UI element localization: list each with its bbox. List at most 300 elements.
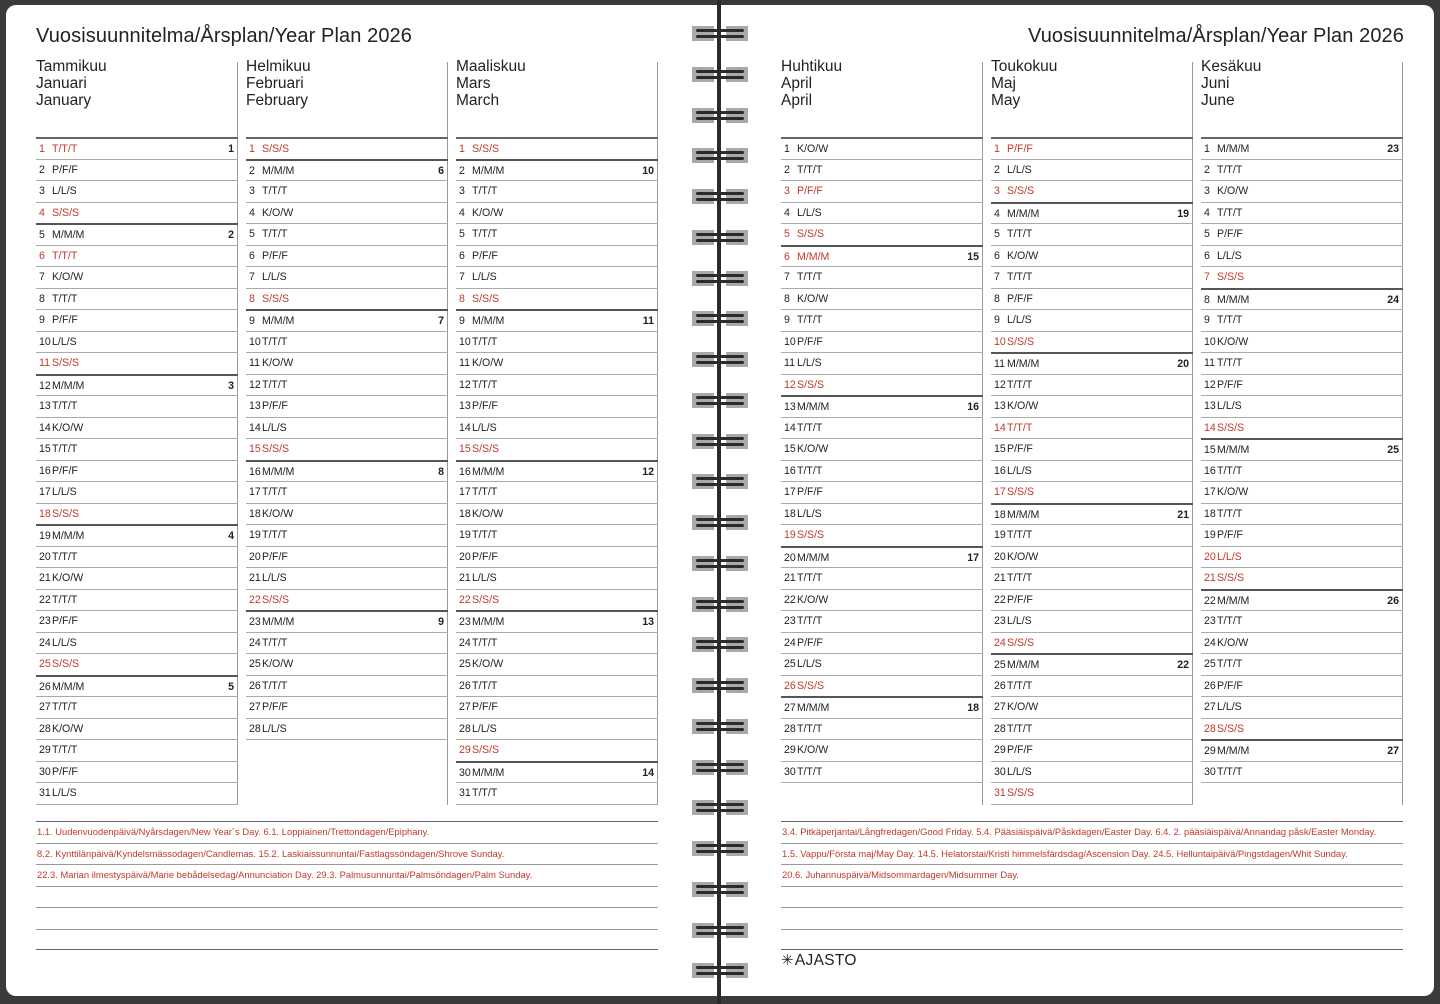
- weekday-label: M/M/M: [797, 551, 830, 564]
- weekday-label: T/T/T: [262, 679, 288, 692]
- weekday-label: L/L/S: [262, 421, 287, 434]
- day-row[interactable]: [781, 309, 983, 331]
- binding-ring: [692, 230, 748, 245]
- day-row[interactable]: [991, 782, 1193, 804]
- day-row[interactable]: [246, 309, 448, 331]
- weekday-label: S/S/S: [1007, 335, 1035, 348]
- day-row[interactable]: [36, 696, 238, 718]
- note-line[interactable]: [36, 929, 658, 951]
- weekday-label: T/T/T: [52, 744, 78, 756]
- day-number: 20: [39, 550, 51, 563]
- day-row[interactable]: [991, 180, 1193, 202]
- day-row[interactable]: [246, 245, 448, 267]
- day-row[interactable]: [36, 653, 238, 675]
- day-row[interactable]: [456, 524, 658, 546]
- weekday-label: K/O/W: [262, 357, 294, 369]
- weekday-label: K/O/W: [52, 421, 84, 434]
- note-line[interactable]: 1.1. Uudenvuodenpäivä/Nyårsdagen/New Year´s Day. 6.1. Loppiainen/Trettondagen/Epiphany.: [36, 821, 658, 843]
- weekday-label: M/M/M: [1217, 594, 1250, 607]
- day-row[interactable]: [781, 159, 983, 181]
- day-row[interactable]: [991, 137, 1193, 159]
- day-row[interactable]: [991, 675, 1193, 697]
- day-row[interactable]: [1201, 223, 1403, 245]
- day-row[interactable]: [781, 417, 983, 439]
- weekday-label: M/M/M: [1007, 358, 1040, 370]
- brand-name: AJASTO: [794, 952, 857, 969]
- day-row[interactable]: [991, 395, 1193, 417]
- weekday-label: S/S/S: [52, 357, 80, 369]
- day-row[interactable]: [246, 438, 448, 460]
- weekday-label: T/T/T: [52, 249, 78, 262]
- day-row[interactable]: [36, 739, 238, 761]
- day-row[interactable]: [36, 266, 238, 288]
- month-column: [246, 58, 448, 735]
- day-row[interactable]: [246, 589, 448, 611]
- day-row[interactable]: [1201, 245, 1403, 267]
- day-row[interactable]: [781, 137, 983, 159]
- day-row[interactable]: [246, 481, 448, 503]
- day-row[interactable]: [36, 503, 238, 525]
- day-row[interactable]: [1201, 395, 1403, 417]
- note-line[interactable]: [781, 929, 1403, 951]
- day-number: 14: [249, 421, 261, 434]
- day-row[interactable]: [991, 718, 1193, 740]
- day-row[interactable]: [36, 524, 238, 546]
- day-row[interactable]: [456, 245, 658, 267]
- day-row[interactable]: [781, 180, 983, 202]
- day-row[interactable]: [781, 438, 983, 460]
- day-row[interactable]: [246, 653, 448, 675]
- note-line[interactable]: 3.4. Pitkäperjantai/Långfredagen/Good Friday. 5.4. Pääsiäispäivä/Påskdagen/Easter Day. 6.4. 2. pääsiäispäivä/Annandag påsk/Easter Monday.: [781, 821, 1403, 843]
- day-row[interactable]: [36, 352, 238, 374]
- day-row[interactable]: [1201, 610, 1403, 632]
- day-row[interactable]: [991, 202, 1193, 224]
- weekday-label: L/L/S: [1217, 701, 1242, 713]
- day-row[interactable]: [991, 460, 1193, 482]
- binding-ring: [692, 841, 748, 856]
- day-row[interactable]: [246, 137, 448, 159]
- day-row[interactable]: [246, 460, 448, 482]
- day-row[interactable]: [781, 524, 983, 546]
- day-row[interactable]: [36, 632, 238, 654]
- day-row[interactable]: [456, 782, 658, 804]
- month-header: [1201, 58, 1403, 136]
- day-row[interactable]: [456, 331, 658, 353]
- day-row[interactable]: [991, 589, 1193, 611]
- weekday-label: S/S/S: [797, 529, 825, 541]
- day-row[interactable]: [36, 546, 238, 568]
- day-row[interactable]: [246, 696, 448, 718]
- weekday-label: K/O/W: [797, 744, 829, 756]
- day-row[interactable]: [781, 245, 983, 267]
- day-row[interactable]: [36, 761, 238, 783]
- day-number: 5: [249, 228, 255, 240]
- day-row[interactable]: [246, 675, 448, 697]
- day-row[interactable]: [1201, 202, 1403, 224]
- weekday-label: P/F/F: [262, 249, 288, 262]
- day-number: 10: [784, 335, 796, 348]
- day-row[interactable]: [456, 309, 658, 331]
- week-number: 15: [967, 250, 979, 263]
- weekday-label: L/L/S: [1007, 163, 1032, 176]
- day-number: 2: [994, 163, 1000, 176]
- day-row[interactable]: [1201, 417, 1403, 439]
- weekday-label: P/F/F: [52, 163, 78, 176]
- day-row[interactable]: [991, 374, 1193, 396]
- day-row[interactable]: [246, 180, 448, 202]
- day-number: 16: [249, 465, 261, 478]
- day-row[interactable]: [246, 395, 448, 417]
- month-end-line: [246, 739, 448, 740]
- day-row[interactable]: [991, 739, 1193, 761]
- day-row[interactable]: [36, 567, 238, 589]
- weekday-label: P/F/F: [262, 701, 288, 713]
- day-number: 12: [1204, 378, 1216, 391]
- day-row[interactable]: [246, 288, 448, 310]
- weekday-label: K/O/W: [1217, 486, 1249, 498]
- day-row[interactable]: [36, 309, 238, 331]
- weekday-label: P/F/F: [797, 185, 823, 197]
- day-row[interactable]: [246, 417, 448, 439]
- day-row[interactable]: [36, 202, 238, 224]
- day-row[interactable]: [246, 159, 448, 181]
- day-row[interactable]: [36, 481, 238, 503]
- day-row[interactable]: [781, 696, 983, 718]
- day-row[interactable]: [456, 374, 658, 396]
- day-row[interactable]: [246, 352, 448, 374]
- holiday-notes: [781, 821, 1403, 950]
- day-row[interactable]: [781, 395, 983, 417]
- day-row[interactable]: [36, 460, 238, 482]
- binding-ring: [692, 108, 748, 123]
- day-row[interactable]: [781, 589, 983, 611]
- day-row[interactable]: [781, 739, 983, 761]
- month-column: [1201, 58, 1403, 778]
- day-row[interactable]: [456, 223, 658, 245]
- note-line[interactable]: 1.5. Vappu/Första maj/May Day. 14.5. Helatorstai/Kristi himmelsfärdsdag/Ascension Day. 24.5. Helluntaipäivä/Pingstdagen/Whit Sunday.: [781, 843, 1403, 865]
- day-row[interactable]: [456, 567, 658, 589]
- day-row[interactable]: [991, 503, 1193, 525]
- day-row[interactable]: [991, 632, 1193, 654]
- weekday-label: T/T/T: [1217, 615, 1243, 627]
- day-row[interactable]: [781, 567, 983, 589]
- month-column: [991, 58, 1193, 799]
- weekday-label: L/L/S: [1007, 765, 1032, 778]
- day-number: 31: [459, 787, 471, 799]
- day-number: 5: [459, 228, 465, 240]
- weekday-label: T/T/T: [52, 443, 78, 455]
- day-row[interactable]: [991, 266, 1193, 288]
- weekday-label: T/T/T: [472, 335, 498, 348]
- month-name: Maj: [991, 75, 1016, 92]
- note-line[interactable]: [781, 907, 1403, 929]
- month-header: [781, 58, 983, 136]
- day-row[interactable]: [1201, 589, 1403, 611]
- day-row[interactable]: [781, 481, 983, 503]
- day-row[interactable]: [36, 718, 238, 740]
- day-row[interactable]: [781, 653, 983, 675]
- weekday-label: T/T/T: [797, 271, 823, 283]
- day-number: 4: [39, 206, 45, 219]
- note-line[interactable]: 8.2. Kynttilänpäivä/Kyndelsmässodagen/Candlemas. 15.2. Laskiaissunnuntai/Fastlagssöndagen/Shrove Sunday.: [36, 843, 658, 865]
- day-row[interactable]: [456, 739, 658, 761]
- day-row[interactable]: [456, 481, 658, 503]
- day-row[interactable]: [781, 675, 983, 697]
- day-row[interactable]: [36, 180, 238, 202]
- day-row[interactable]: [36, 159, 238, 181]
- day-row[interactable]: [1201, 180, 1403, 202]
- day-row[interactable]: [781, 266, 983, 288]
- day-row[interactable]: [781, 546, 983, 568]
- weekday-label: M/M/M: [1217, 745, 1250, 757]
- day-row[interactable]: [456, 288, 658, 310]
- day-number: 24: [994, 636, 1006, 649]
- weekday-label: K/O/W: [1217, 185, 1249, 197]
- day-row[interactable]: [1201, 632, 1403, 654]
- day-row[interactable]: [1201, 288, 1403, 310]
- day-row[interactable]: [1201, 137, 1403, 159]
- day-row[interactable]: [36, 438, 238, 460]
- day-row[interactable]: [246, 223, 448, 245]
- day-row[interactable]: [781, 718, 983, 740]
- day-row[interactable]: [456, 352, 658, 374]
- day-row[interactable]: [1201, 524, 1403, 546]
- day-row[interactable]: [456, 696, 658, 718]
- note-line[interactable]: [36, 907, 658, 929]
- holiday-notes: [36, 821, 658, 950]
- weekday-label: T/T/T: [52, 701, 78, 713]
- weekday-label: P/F/F: [797, 636, 823, 649]
- day-number: 23: [994, 615, 1006, 627]
- day-row[interactable]: [1201, 460, 1403, 482]
- day-number: 16: [1204, 464, 1216, 477]
- day-row[interactable]: [1201, 331, 1403, 353]
- note-line[interactable]: [36, 886, 658, 908]
- day-row[interactable]: [456, 202, 658, 224]
- day-row[interactable]: [246, 610, 448, 632]
- day-row[interactable]: [991, 438, 1193, 460]
- day-row[interactable]: [991, 761, 1193, 783]
- day-number: 27: [1204, 701, 1216, 713]
- day-row[interactable]: [781, 503, 983, 525]
- day-number: 29: [784, 744, 796, 756]
- day-number: 23: [249, 616, 261, 628]
- day-row[interactable]: [991, 417, 1193, 439]
- note-line[interactable]: [781, 886, 1403, 908]
- week-number: 26: [1387, 594, 1399, 607]
- day-row[interactable]: [36, 395, 238, 417]
- day-row[interactable]: [246, 632, 448, 654]
- day-row[interactable]: [36, 331, 238, 353]
- day-row[interactable]: [1201, 696, 1403, 718]
- day-row[interactable]: [456, 610, 658, 632]
- day-row[interactable]: [991, 524, 1193, 546]
- day-row[interactable]: [456, 653, 658, 675]
- day-row[interactable]: [1201, 159, 1403, 181]
- day-row[interactable]: [36, 589, 238, 611]
- weekday-label: M/M/M: [797, 401, 830, 413]
- weekday-label: T/T/T: [1217, 507, 1243, 520]
- day-row[interactable]: [1201, 653, 1403, 675]
- day-number: 21: [1204, 572, 1216, 584]
- day-row[interactable]: [1201, 481, 1403, 503]
- right-page: [721, 5, 1434, 996]
- day-row[interactable]: [781, 374, 983, 396]
- weekday-label: T/T/T: [262, 335, 288, 348]
- day-row[interactable]: [456, 632, 658, 654]
- weekday-label: P/F/F: [1007, 744, 1033, 756]
- day-number: 3: [994, 185, 1000, 197]
- day-row[interactable]: [36, 245, 238, 267]
- day-row[interactable]: [991, 309, 1193, 331]
- day-number: 19: [249, 529, 261, 541]
- day-row[interactable]: [456, 675, 658, 697]
- day-row[interactable]: [456, 417, 658, 439]
- week-number: 20: [1177, 358, 1189, 370]
- day-row[interactable]: [991, 288, 1193, 310]
- binding-ring: [692, 311, 748, 326]
- month-header: [36, 58, 238, 136]
- day-row[interactable]: [991, 331, 1193, 353]
- day-row[interactable]: [1201, 739, 1403, 761]
- day-number: 31: [39, 787, 51, 799]
- day-row[interactable]: [1201, 309, 1403, 331]
- day-row[interactable]: [456, 438, 658, 460]
- day-row[interactable]: [456, 137, 658, 159]
- day-row[interactable]: [1201, 352, 1403, 374]
- binding-ring: [692, 148, 748, 163]
- day-number: 28: [994, 722, 1006, 735]
- day-number: 14: [1204, 421, 1216, 434]
- day-row[interactable]: [991, 546, 1193, 568]
- weekday-label: T/T/T: [1007, 722, 1033, 735]
- day-row[interactable]: [36, 223, 238, 245]
- day-row[interactable]: [456, 460, 658, 482]
- day-row[interactable]: [1201, 567, 1403, 589]
- month-name: Mars: [456, 75, 491, 92]
- weekday-label: P/F/F: [1217, 228, 1243, 240]
- day-row[interactable]: [781, 460, 983, 482]
- day-number: 14: [994, 421, 1006, 434]
- day-row[interactable]: [781, 610, 983, 632]
- day-row[interactable]: [456, 395, 658, 417]
- day-row[interactable]: [1201, 675, 1403, 697]
- day-row[interactable]: [36, 288, 238, 310]
- weekday-label: S/S/S: [1007, 787, 1035, 799]
- day-row[interactable]: [246, 718, 448, 740]
- weekday-label: S/S/S: [1007, 185, 1035, 197]
- day-row[interactable]: [991, 245, 1193, 267]
- day-row[interactable]: [991, 159, 1193, 181]
- day-row[interactable]: [1201, 718, 1403, 740]
- day-row[interactable]: [781, 202, 983, 224]
- day-row[interactable]: [781, 223, 983, 245]
- day-row[interactable]: [246, 202, 448, 224]
- day-row[interactable]: [1201, 503, 1403, 525]
- week-number: 4: [228, 530, 234, 542]
- day-row[interactable]: [1201, 438, 1403, 460]
- day-row[interactable]: [246, 266, 448, 288]
- weekday-label: T/T/T: [797, 163, 823, 176]
- day-row[interactable]: [781, 632, 983, 654]
- day-number: 23: [459, 616, 471, 628]
- day-row[interactable]: [246, 546, 448, 568]
- day-row[interactable]: [456, 546, 658, 568]
- day-number: 9: [459, 315, 465, 327]
- day-row[interactable]: [246, 374, 448, 396]
- day-row[interactable]: [456, 589, 658, 611]
- day-number: 1: [994, 143, 1000, 155]
- day-row[interactable]: [1201, 761, 1403, 783]
- day-row[interactable]: [991, 653, 1193, 675]
- day-number: 25: [249, 658, 261, 670]
- weekday-label: M/M/M: [1007, 508, 1040, 521]
- month-end-line: [781, 782, 983, 783]
- day-row[interactable]: [991, 610, 1193, 632]
- month-name: April: [781, 75, 813, 92]
- week-number: 22: [1177, 659, 1189, 671]
- day-number: 22: [39, 593, 51, 606]
- day-row[interactable]: [36, 675, 238, 697]
- day-row[interactable]: [456, 761, 658, 783]
- day-row[interactable]: [456, 503, 658, 525]
- day-row[interactable]: [781, 352, 983, 374]
- day-row[interactable]: [456, 718, 658, 740]
- day-row[interactable]: [1201, 374, 1403, 396]
- day-row[interactable]: [246, 331, 448, 353]
- day-row[interactable]: [36, 610, 238, 632]
- day-row[interactable]: [991, 352, 1193, 374]
- weekday-label: S/S/S: [262, 292, 290, 305]
- day-number: 3: [459, 185, 465, 197]
- day-row[interactable]: [456, 266, 658, 288]
- day-row[interactable]: [36, 782, 238, 804]
- day-number: 11: [994, 358, 1005, 370]
- note-line[interactable]: 20.6. Juhannuspäivä/Midsommardagen/Midsummer Day.: [781, 864, 1403, 886]
- day-number: 19: [39, 530, 51, 542]
- weekday-label: T/T/T: [797, 615, 823, 627]
- weekday-label: M/M/M: [262, 315, 295, 327]
- day-row[interactable]: [456, 159, 658, 181]
- day-row[interactable]: [36, 417, 238, 439]
- day-row[interactable]: [781, 288, 983, 310]
- day-number: 4: [459, 206, 465, 219]
- day-row[interactable]: [781, 761, 983, 783]
- week-number: 19: [1177, 207, 1189, 220]
- day-row[interactable]: [36, 137, 238, 159]
- day-row[interactable]: [456, 180, 658, 202]
- day-row[interactable]: [36, 374, 238, 396]
- day-row[interactable]: [991, 696, 1193, 718]
- weekday-label: K/O/W: [1007, 400, 1039, 412]
- day-row[interactable]: [991, 481, 1193, 503]
- day-row[interactable]: [246, 567, 448, 589]
- weekday-label: T/T/T: [472, 787, 498, 799]
- weekday-label: K/O/W: [797, 593, 829, 606]
- day-row[interactable]: [246, 503, 448, 525]
- day-number: 15: [39, 443, 51, 455]
- day-row[interactable]: [781, 331, 983, 353]
- day-number: 21: [459, 572, 471, 584]
- day-number: 8: [784, 292, 790, 305]
- note-line[interactable]: 22.3. Marian ilmestyspäivä/Marie bebådelsedag/Annunciation Day. 29.3. Palmusunnuntai/Palmsöndagen/Palm Sunday.: [36, 864, 658, 886]
- day-row[interactable]: [1201, 546, 1403, 568]
- binding-ring: [692, 434, 748, 449]
- day-row[interactable]: [1201, 266, 1403, 288]
- day-row[interactable]: [246, 524, 448, 546]
- day-row[interactable]: [991, 567, 1193, 589]
- day-row[interactable]: [991, 223, 1193, 245]
